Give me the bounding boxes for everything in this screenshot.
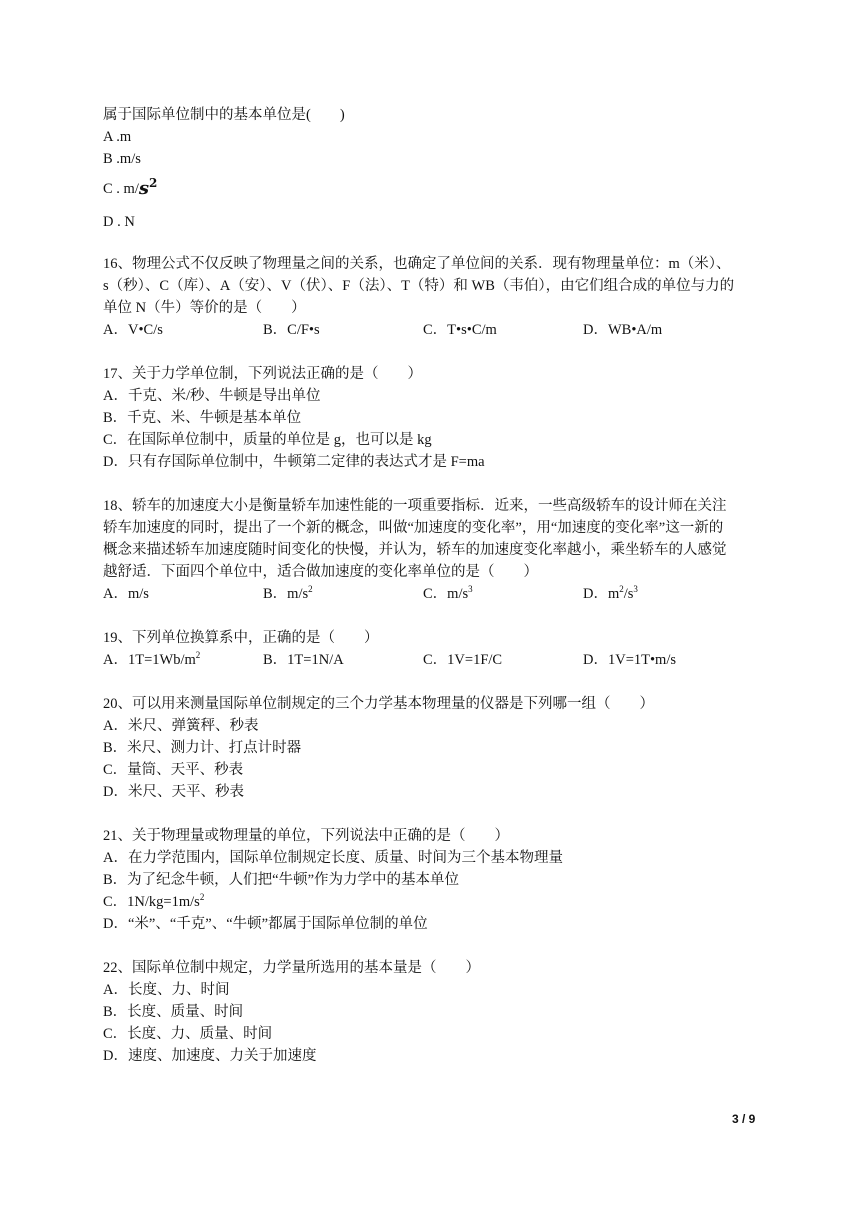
formula-image: $s^2$ [138, 176, 158, 199]
option-b: B．为了纪念牛顿，人们把“牛顿”作为力学中的基本单位 [103, 872, 460, 888]
option-b: B .m/s [103, 151, 141, 167]
option-d: D . N [103, 214, 135, 230]
question-19 [103, 627, 763, 671]
option-b: B．1T=1N/A [263, 652, 344, 668]
option-c: C．1V=1F/C [423, 652, 503, 668]
option-a: A．V•C/s [103, 322, 163, 338]
question-21 [103, 825, 763, 935]
question-line: 概念来描述轿车加速度随时间变化的快慢，并认为，轿车的加速度变化率越小，乘坐轿车的人感觉 [103, 542, 727, 558]
option-d: D．WB•A/m [583, 322, 663, 338]
option-c: C．T•s•C/m [423, 322, 497, 338]
option-a: A．米尺、弹簧秤、秒表 [103, 718, 259, 734]
option-c: C．在国际单位制中，质量的单位是 g，也可以是 kg [103, 432, 432, 448]
question-18 [103, 495, 763, 605]
option-b: B．C/F•s [263, 322, 320, 338]
question-stem: 21、关于物理量或物理量的单位，下列说法中正确的是（ ） [103, 828, 509, 844]
option-c: C．$1N/kg=1m/s^2$ [103, 892, 205, 910]
option-c: C．长度、力、质量、时间 [103, 1026, 273, 1042]
page-content [103, 104, 763, 1067]
option-d: D．“米”、“千克”、“牛顿”都属于国际单位制的单位 [103, 916, 428, 932]
question-stem: 属于国际单位制中的基本单位是( ) [103, 107, 345, 123]
option-c [103, 170, 763, 208]
question-stem: 19、下列单位换算系中，正确的是（ ） [103, 630, 379, 646]
option-d: D．米尺、天平、秒表 [103, 784, 244, 800]
question-20 [103, 693, 763, 803]
option-c-text: C . m/ [103, 181, 139, 197]
option-a: A．$1T=1Wb/m^2$ [103, 650, 201, 668]
option-d: D．$m^2/s^3$ [583, 584, 638, 602]
option-b: B．米尺、测力计、打点计时器 [103, 740, 302, 756]
options-row [103, 583, 763, 605]
options-row [103, 649, 763, 671]
question-line: s（秒）、C（库）、A（安）、V（伏）、F（法）、T（特）和 WB（韦伯），由它们组合成的单位与力的 [103, 278, 735, 294]
question-line: 单位 N（牛）等价的是（ ） [103, 300, 306, 316]
question-line: 16、物理公式不仅反映了物理量之间的关系，也确定了单位间的关系．现有物理量单位：m（米）、 [103, 256, 731, 272]
option-d: D．速度、加速度、力关于加速度 [103, 1048, 317, 1064]
option-b: B．长度、质量、时间 [103, 1004, 244, 1020]
option-d: D．1V=1T•m/s [583, 652, 677, 668]
question-line: 越舒适．下面四个单位中，适合做加速度的变化率单位的是（ ） [103, 564, 538, 580]
question-stem: 17、关于力学单位制，下列说法正确的是（ ） [103, 366, 422, 382]
page-number: 3 / 9 [732, 1112, 756, 1126]
option-c: C．量筒、天平、秒表 [103, 762, 244, 778]
option-a: A．在力学范围内，国际单位制规定长度、质量、时间为三个基本物理量 [103, 850, 563, 866]
question-16 [103, 253, 763, 341]
question-15 [103, 104, 763, 233]
option-d: D．只有存国际单位制中，牛顿第二定律的表达式才是 F=ma [103, 454, 485, 470]
question-line: 轿车加速度的同时，提出了一个新的概念，叫做“加速度的变化率”，用“加速度的变化率”这一新的 [103, 520, 724, 536]
option-c: C．$m/s^3$ [423, 584, 473, 602]
option-b: B．$m/s^2$ [263, 584, 313, 602]
options-row [103, 319, 763, 341]
option-a: A．长度、力、时间 [103, 982, 230, 998]
option-a: A .m [103, 129, 132, 145]
question-line: 18、轿车的加速度大小是衡量轿车加速性能的一项重要指标．近来，一些高级轿车的设计师在关注 [103, 498, 727, 514]
option-a: A．千克、米/秒、牛顿是导出单位 [103, 388, 321, 404]
question-17 [103, 363, 763, 473]
question-stem: 20、可以用来测量国际单位制规定的三个力学基本物理量的仪器是下列哪一组（ ） [103, 696, 654, 712]
question-22 [103, 957, 763, 1067]
option-a: A．m/s [103, 586, 149, 602]
question-stem: 22、国际单位制中规定，力学量所选用的基本量是（ ） [103, 960, 480, 976]
option-b: B．千克、米、牛顿是基本单位 [103, 410, 302, 426]
